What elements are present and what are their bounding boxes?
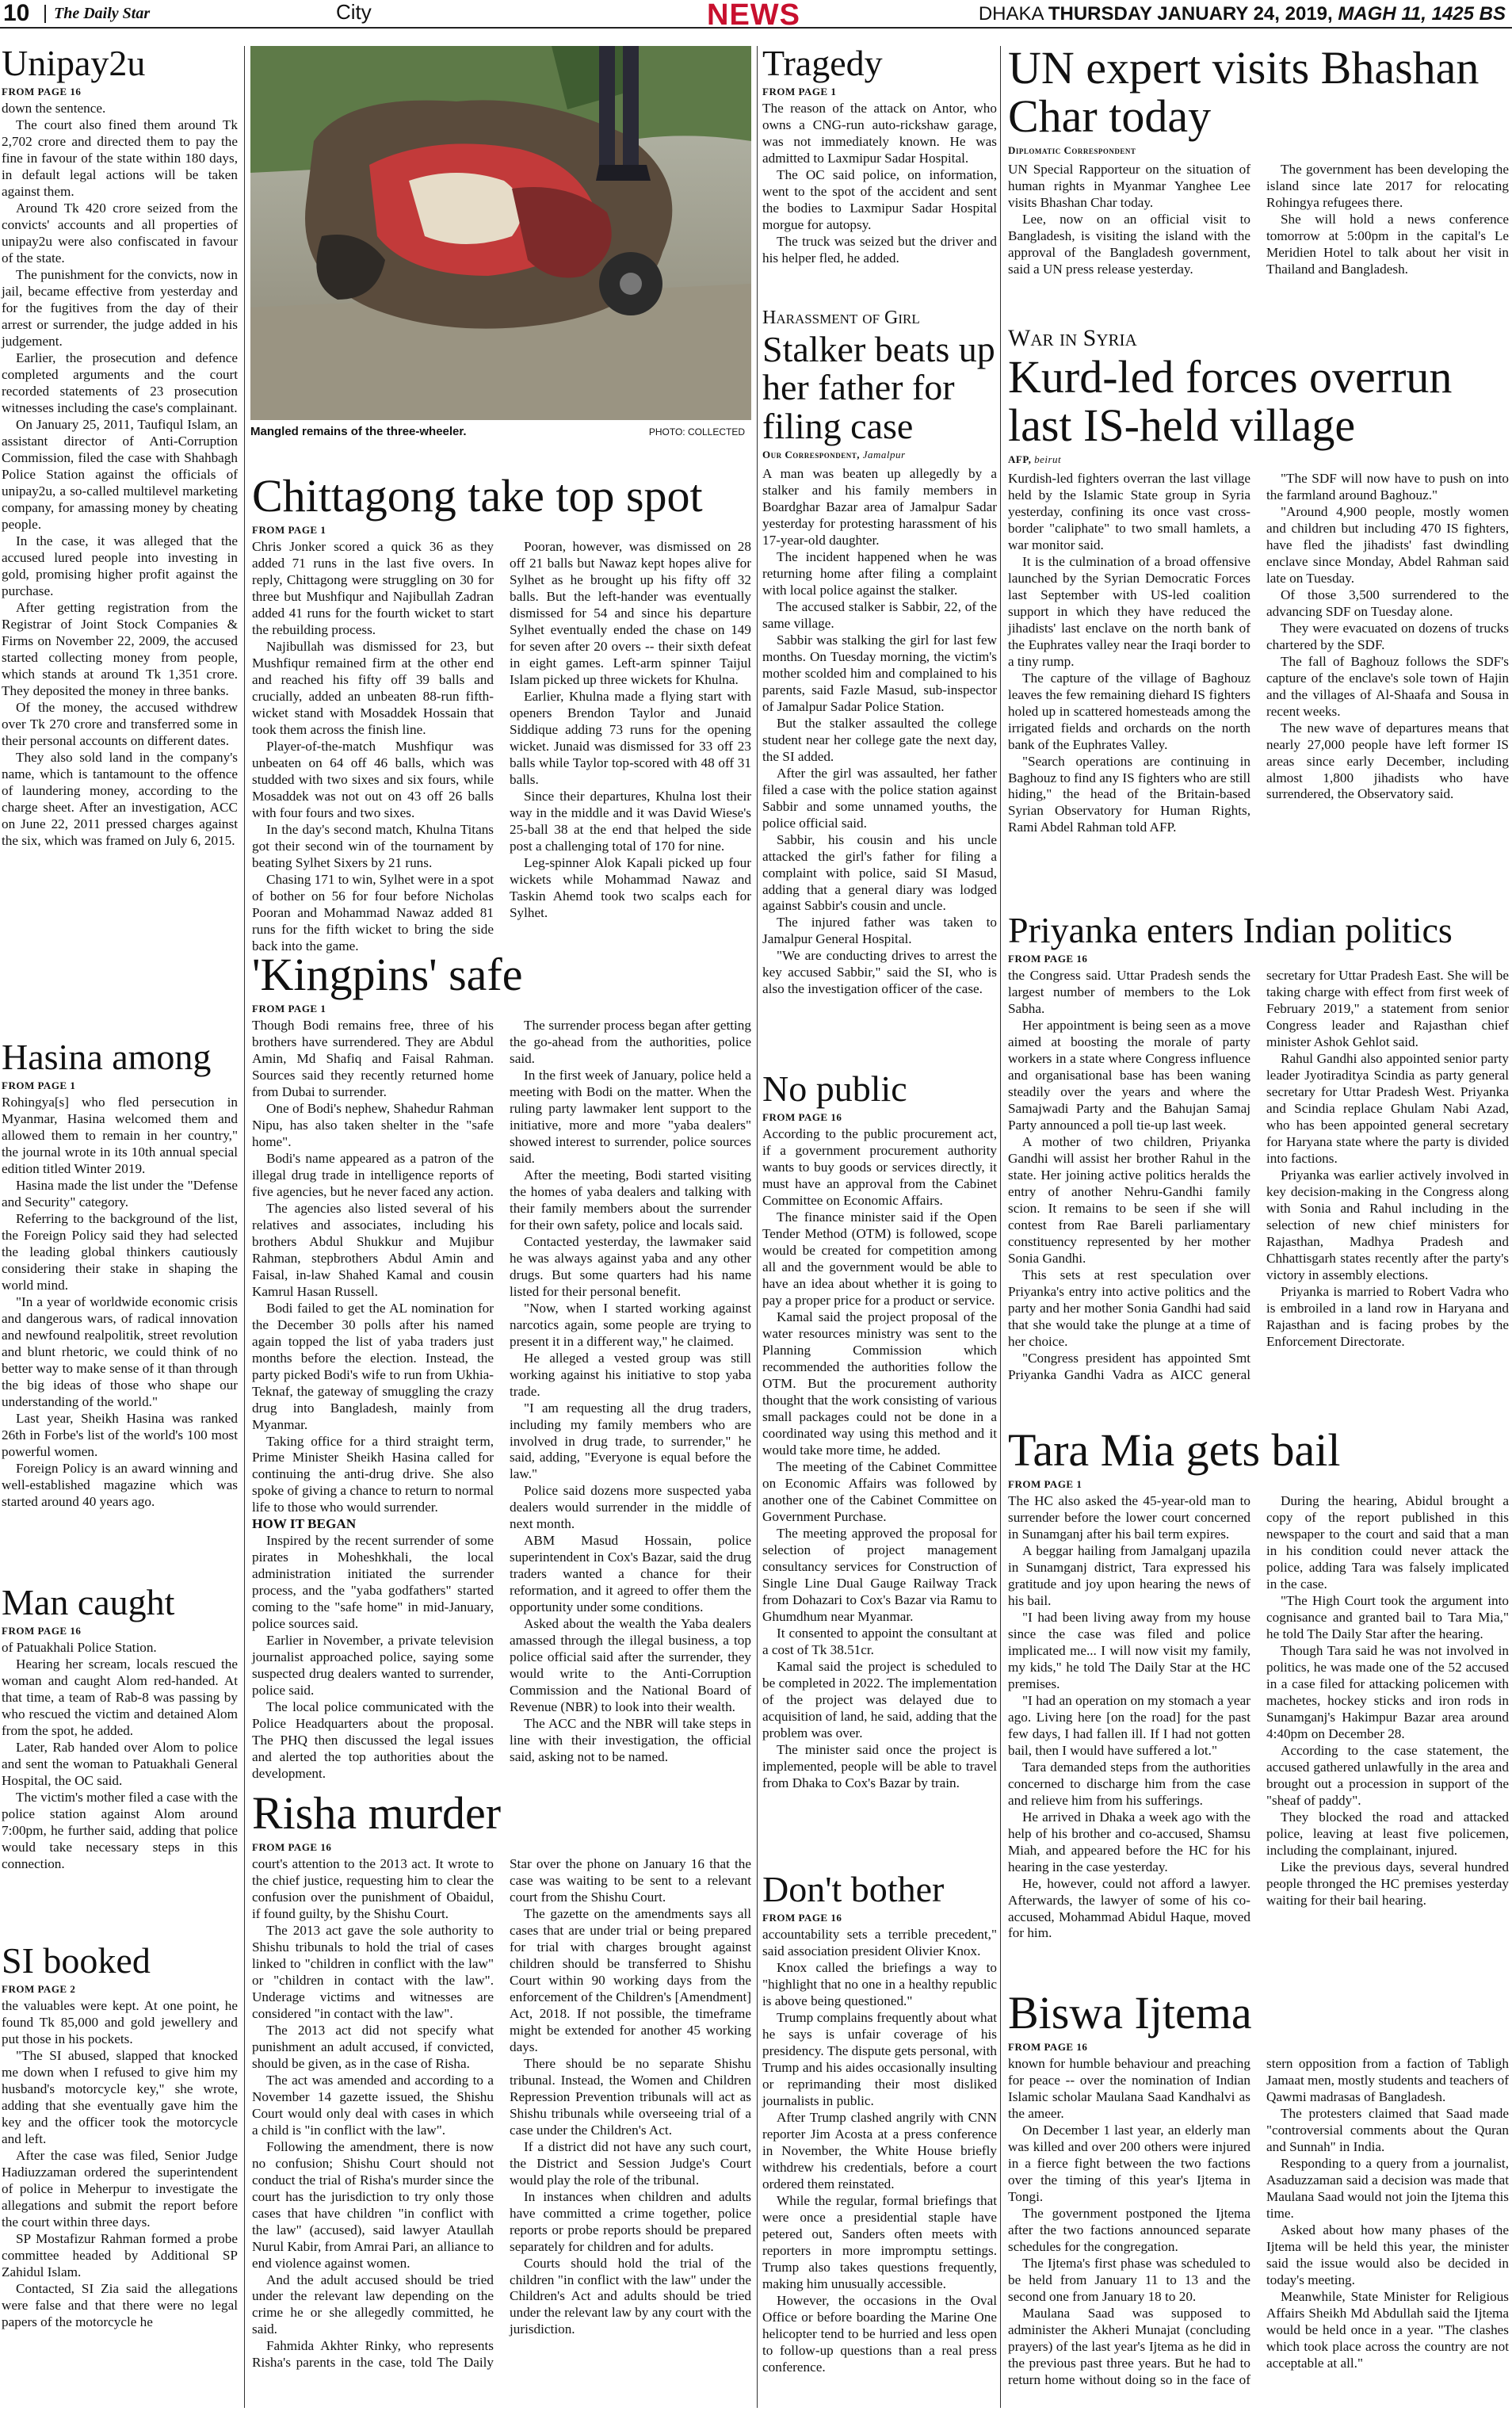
headline: Man caught: [2, 1582, 175, 1622]
article-unipay: [2, 44, 238, 850]
paragraph: In the first week of January, police held a meeting with Bodi on the matter. When the ruling party lawmaker lent support to the initiative, more and more "yaba dealers" showed interest to surrender, police sources said.: [510, 1067, 751, 1166]
paragraph: A man was beaten up allegedly by a stalker and his family members in Boardghar Bazar area of Jamalpur Sadar yesterday for protesting harassment of his 17-year-old daughter.: [762, 465, 997, 548]
paragraph: He arrived in Dhaka a week ago with the help of his brother and co-accused, Shamsu Miah, and appeared before the HC for his hearing in the case yesterday.: [1008, 1809, 1250, 1874]
paragraph: of Patuakhali Police Station.: [2, 1640, 157, 1656]
paragraph: Later, Rab handed over Alom to police and sent the woman to Patuakhali General Hospital, the OC said.: [2, 1740, 238, 1789]
article-body: [2, 1095, 238, 1511]
photo-caption: [250, 423, 751, 441]
article-priyanka: [1008, 911, 1509, 1384]
dateline: DHAKA THURSDAY JANUARY 24, 2019, MAGH 11, 1425 BS: [978, 3, 1506, 25]
headline: Tragedy: [762, 43, 883, 83]
paragraph: The new wave of departures means that nearly 27,000 people have left former IS areas since early December, including almost 1,800 jihadists who have surrendered, the Observatory said.: [1266, 720, 1509, 802]
paragraph: Knox called the briefings a way to "highlight that no one in a healthy republic is above being questioned.": [762, 1960, 997, 2009]
paragraph: After getting registration from the Registrar of Joint Stock Companies & Firms on November 22, 2009, the accused started collecting money from people, which stands at around Tk 1,351 crore. They deposited the money in three banks.: [2, 599, 238, 698]
paragraph: The capture of the village of Baghouz leaves the few remaining diehard IS fighters holed up in scattered homesteads among the irrigated fields and orchards on the north bank of the Euphrates Valley.: [1008, 670, 1250, 752]
jump-line: FROM PAGE 1: [1008, 1477, 1082, 1490]
paragraph: If a district did not have any such court, the District and Session Judge's Court would play the role of the tribunal.: [510, 2138, 751, 2188]
paragraph: Priyanka was earlier actively involved in key decision-making in the Congress along with Sonia and Rahul including in the selection of new chief ministers for Rajasthan, Madhya Pradesh and Chhattisgarh states recently after the party's victory in assembly elections.: [1266, 1167, 1509, 1283]
paragraph: The victim's mother filed a case with the police station against Alom around 7:00pm, he further said, adding that police would take necessary steps in this connection.: [2, 1790, 238, 1872]
paragraph: Chris Jonker scored a quick 36 as they added 71 runs in the last five overs. In reply, Chittagong were struggling on 30 for three but Mushfiqur and Najibullah Zadran added 41 runs for the fourth wicket to start the rebuilding process.: [252, 538, 494, 637]
paragraph: Though Tara said he was not involved in politics, he was made one of the 52 accused in a case filed for attacking policemen with machetes, hockey sticks and iron rods in Sunamganj's Hakimpur Bazar area around 4:40pm on December 28.: [1266, 1642, 1509, 1741]
article-hasina: [2, 1038, 238, 1511]
paragraph: Najibullah was dismissed for 23, but Mushfiqur remained firm at the other end and reached his fifty off 39 balls and crucially, added an unbeaten 88-run fifth-wicket stand with Mosaddek Hossain that took them across the finish line.: [252, 638, 494, 737]
article-body: [2, 1998, 238, 2331]
paragraph: The accused stalker is Sabbir, 22, of the same village.: [762, 598, 997, 631]
paragraph: "The High Court took the argument into cognisance and granted bail to Tara Mia," he told The Daily Star after the hearing.: [1266, 1592, 1509, 1641]
paragraph: UN Special Rapporteur on the situation of human rights in Myanmar Yanghee Lee visits Bhashan Char today.: [1008, 161, 1250, 210]
paragraph: Pooran, however, was dismissed on 28 off 21 balls but Nawaz kept hopes alive for Sylhet as he brought up his fifty off 32 balls. But the left-hander was eventually dismissed for 54 and since his departure Sylhet eventually ended the chase on 149 for seven after 20 overs -- their sixth defeat in eight games. Left-arm spinner Taijul Islam picked up three wickets for Khulna.: [510, 538, 751, 687]
paragraph: accountability sets a terrible precedent," said association president Olivier Knox.: [762, 1927, 997, 1959]
paragraph: However, the occasions in the Oval Office or before boarding the Marine One helicopter tend to be hurried and less open to follow-up questions than a real press conference.: [762, 2292, 997, 2375]
paragraph: The government has been developing the island since late 2017 for relocating Rohingya refugees there.: [1266, 161, 1509, 210]
paragraph: Since their departures, Khulna lost their way in the middle and it was David Wiese's 25-ball 38 at the end that helped the side post a challenging total of 170 for nine.: [510, 788, 751, 854]
paragraph: Trump complains frequently about what he says is unfair coverage of his presidency. The dispute gets personal, with Trump and his aides occasionally insulting or reprimanding their most disliked journalists in public.: [762, 2010, 997, 2109]
caption-text: Mangled remains of the three-wheeler.: [250, 425, 467, 438]
paragraph: This sets at rest speculation over Priyanka's entry into active politics and the party and her mother Sonia Gandhi had said that she would take the plunge at a time of her choice.: [1008, 1267, 1250, 1349]
paragraph: He, however, could not afford a lawyer. Afterwards, the lawyer of some of his co-accused, Mohammad Abidul Haque, moved for him.: [1008, 1875, 1250, 1941]
headline: 'Kingpins' safe: [252, 949, 523, 1000]
paragraph: Leg-spinner Alok Kapali picked up four wickets while Mohammad Nawaz and Taskin Ahemd took two scalps each for Sylhet.: [510, 854, 751, 920]
headline: Biswa Ijtema: [1008, 1987, 1252, 2039]
paragraph: Foreign Policy is an award winning and well-established magazine which was started around 40 years ago.: [2, 1460, 238, 1509]
paragraph: The meeting of the Cabinet Committee on Economic Affairs was followed by another one of the Cabinet Committee on Government Purchase.: [762, 1458, 997, 1524]
paragraph: According to the case statement, the accused gathered unlawfully in the area and brought out a procession in support of the "sheaf of paddy".: [1266, 1742, 1509, 1808]
paragraph: "Around 4,900 people, mostly women and children but including 470 IS fighters, have fled the jihadists' fast dwindling enclave since Monday, Abdel Rahman said late on Tuesday.: [1266, 503, 1509, 586]
paragraph: The ACC and the NBR will take steps in line with their investigation, the official said, asking not to be named.: [510, 1716, 751, 1765]
paragraph: Around Tk 420 crore seized from the convicts' accounts and all properties of unipay2u were also confiscated in favour of the state.: [2, 201, 238, 266]
article-body: [252, 539, 751, 955]
byline: AFP, beirut: [1008, 453, 1062, 465]
paragraph: They also sold land in the company's name, which is tantamount to the offence of laundering money, according to the charge sheet. After an investigation, ACC on June 22, 2011 pressed charges against the six, which was framed on July 6, 2015.: [2, 749, 238, 848]
article-body: [1008, 968, 1509, 1384]
headline: No public: [762, 1068, 907, 1109]
paragraph: "I am requesting all the drug traders, including my family members who are involved in drug trade, to surrender," he said, adding, "Everyone is equal before the law.": [510, 1400, 751, 1482]
paragraph: Sabbir, his cousin and his uncle attacked the girl's father for filing a complaint with police, said SI Masud, adding that a general diary was lodged against Sabbir's cousin and uncle.: [762, 831, 997, 914]
paragraph: Last year, Sheikh Hasina was ranked 26th in Forbe's list of the world's 100 most powerful women.: [2, 1411, 238, 1459]
article-chittagong: [252, 472, 751, 955]
paragraph: The court also fined them around Tk 2,702 crore and directed them to pay the fine in favour of the state within 180 days, in default legal actions will be taken against them.: [2, 117, 238, 200]
jump-line: FROM PAGE 16: [1008, 2040, 1088, 2053]
paragraph: They were evacuated on dozens of trucks chartered by the SDF.: [1266, 620, 1509, 652]
paragraph: Player-of-the-match Mushfiqur was unbeaten on 64 off 46 balls, which was studded with two sixes and six fours, while Mosaddek was not out on 43 off 26 balls with four fours and two sixes.: [252, 738, 494, 820]
jump-line: FROM PAGE 16: [2, 86, 82, 98]
paragraph: Following the amendment, there is now no confusion; Shishu Court should not conduct the trial of Risha's murder since the court has the jurisdiction to try only those cases that have children "in conflict with the law" (accused), said lawyer Ataullah Nurul Kabir, from Amrai Pari, an alliance to end violence against women.: [252, 2138, 494, 2271]
paragraph: "The SDF will now have to push on into the farmland around Baghouz.": [1266, 470, 1509, 502]
paragraph: the valuables were kept. At one point, he found Tk 85,000 and gold jewellery and put those in his pockets.: [2, 1998, 238, 2047]
paragraph: "I had been living away from my house since the case was filed and police implicated me... I will now visit my family, my kids," he told The Daily Star at the HC premises.: [1008, 1609, 1250, 1691]
article-body: [2, 1640, 238, 1873]
article-body: [1008, 162, 1509, 278]
article-body: [1008, 471, 1509, 837]
headline: Hasina among: [2, 1037, 212, 1077]
jump-line: FROM PAGE 16: [1008, 953, 1088, 965]
headline: Chittagong take top spot: [252, 470, 703, 522]
paragraph: Meanwhile, State Minister for Religious Affairs Sheikh Md Abdullah said the Ijtema would be held once in a year. "The clashes which took place across the country are not acceptable at all.": [1266, 2288, 1509, 2371]
jump-line: FROM PAGE 16: [762, 1912, 842, 1924]
paragraph: "Congress president has appointed Smt Priyanka Gandhi Vadra as AICC general secretary for Uttar Pradesh East. She will be taking charge with effect from first week of February 2019," a statement from senior Congress leader and Rajasthan chief minister Ashok Gehlot said.: [1008, 968, 1509, 1382]
kicker: Harassment of Girl: [762, 308, 920, 328]
headline: Priyanka enters Indian politics: [1008, 910, 1453, 950]
paragraph: A beggar hailing from Jamalganj upazila in Sunamganj district, Tara expressed his gratitude and joy upon hearing the news of his bail.: [1008, 1542, 1250, 1608]
paragraph: The act was amended and according to a November 14 gazette issued, the Shishu Court would only deal with cases in which a child is "in conflict with the law".: [252, 2072, 494, 2138]
photo-credit: PHOTO: COLLECTED: [648, 426, 745, 438]
paragraph: While the regular, formal briefings that were once a presidential staple have petered out, Sanders often meets with reporters in more impromptu settings. Trump also takes questions frequently, making him unusually accessible.: [762, 2193, 997, 2291]
byline: Diplomatic Correspondent: [1008, 143, 1136, 156]
paragraph: Hearing her scream, locals rescued the woman and caught Alom red-handed. At that time, a team of Rab-8 was passing by who rescued the victim and detained Alom from the spot, he added.: [2, 1656, 238, 1739]
article-body: [762, 466, 997, 999]
paragraph: It consented to appoint the consultant at a cost of Tk 38.51cr.: [762, 1625, 997, 1657]
paragraph: The incident happened when he was returning home after filing a complaint with local police against the stalker.: [762, 548, 997, 598]
paragraph: The finance minister said if the Open Tender Method (OTM) is followed, scope would be created for competition among all and the government would be able to have an idea about whether it is going to pay a proper price for a product or service.: [762, 1209, 997, 1309]
paragraph: The reason of the attack on Antor, who owns a CNG-run auto-rickshaw garage, was not immediately known. He was admitted to Laxmipur Sadar Hospital.: [762, 101, 997, 166]
paragraph: After the meeting, Bodi started visiting the homes of yaba dealers and talking with their family members about the surrender for their own safety, police and locals said.: [510, 1167, 751, 1232]
paragraph: Taking office for a third straight term, Prime Minister Sheikh Hasina called for continuing the anti-drug drive. She also spoke of giving a chance to return to normal life to those who would surrender.: [252, 1433, 494, 1515]
paragraph: Hasina made the list under the "Defense and Security" category.: [2, 1178, 238, 1210]
paragraph: Lee, now on an official visit to Bangladesh, is visiting the island with the approval of the Bangladesh government, said a UN press release yesterday.: [1008, 211, 1250, 277]
jump-line: FROM PAGE 1: [252, 1002, 326, 1015]
article-body: [1008, 2056, 1509, 2389]
masthead: The Daily Star: [44, 5, 150, 23]
paragraph: Earlier, Khulna made a flying start with openers Brendon Taylor and Junaid Siddique adding 73 runs for the opening wicket. Junaid was dismissed for 33 off 23 balls while Taylor top-scored with 48 off 31 balls.: [510, 688, 751, 787]
paragraph: Priyanka is married to Robert Vadra who is embroiled in a land row in Haryana and Rajasthan and is facing probes by the Enforcement Directorate.: [1266, 1284, 1509, 1349]
paragraph: Contacted yesterday, the lawmaker said he was always against yaba and any other drugs. But some quarters had his name listed for their personal benefit.: [510, 1233, 751, 1299]
article-no-public: [762, 1070, 997, 1792]
paragraph: "In a year of worldwide economic crisis and dangerous wars, of radical innovation and newfound realpolitik, street revolution and blunt rhetoric, we could think of no better way to make sense of it than through the big ideas of those who shape our understanding of the world.": [2, 1294, 238, 1410]
article-si-booked: [2, 1942, 238, 2331]
paragraph: In instances when children and adults have committed a crime together, police reports or probe reports should be prepared separately for children and for adults.: [510, 2188, 751, 2254]
article-body: [762, 101, 997, 267]
article-body: [762, 1126, 997, 1791]
jump-line: FROM PAGE 1: [2, 1079, 76, 1092]
jump-line: FROM PAGE 16: [762, 1111, 842, 1124]
paragraph: Tara demanded steps from the authorities concerned to discharge him from the case and relieve him from his sufferings.: [1008, 1759, 1250, 1808]
article-body: [2, 101, 238, 849]
jump-line: FROM PAGE 16: [2, 1625, 82, 1637]
paragraph: Courts should hold the trial of the children "in conflict with the law" under the Children's Act and adults should be tried under the relevant law by any court with the jurisdiction.: [510, 2255, 751, 2337]
headline: Tara Mia gets bail: [1008, 1424, 1341, 1476]
paragraph: The 2013 act gave the sole authority to Shishu tribunals to hold the trial of cases linked to "children in conflict with the law" or "children in contact with the law". Underage victims and witnesses are considered "in contact with the law".: [252, 1922, 494, 2021]
paragraph: She will hold a news conference tomorrow at 5:00pm in the capital's Le Meridien Hotel to talk about her visit in Thailand and Bangladesh.: [1266, 211, 1509, 277]
paragraph: During the hearing, Abidul brought a copy of the report published in this newspaper to the court and said that a man in his condition could never attack the police, adding Tara was falsely implicated in the case.: [1266, 1492, 1509, 1592]
headline: Risha murder: [252, 1787, 502, 1839]
headline: Don't bother: [762, 1869, 945, 1909]
paragraph: the Congress said. Uttar Pradesh sends the largest number of members to the Lok Sabha.: [1008, 968, 1250, 1017]
kicker: War in Syria: [1008, 325, 1137, 351]
paragraph: Sabbir was stalking the girl for last few months. On Tuesday morning, the victim's mother scolded him and complained to his parents, said Fazle Masud, sub-inspector of Jamalpur Sadar Police Station.: [762, 632, 997, 714]
paragraph: The local police communicated with the Police Headquarters about the proposal. The PHQ then discussed the legal issues and alerted the top authorities about the development.: [252, 1699, 494, 1782]
section-label: City: [336, 0, 372, 24]
headline: Unipay2u: [2, 43, 146, 83]
paragraph: "I had an operation on my stomach a year ago. Living here [on the road] for the past few days, I had fallen ill. If I had not gotten bail, then I would have suffered a lot.": [1008, 1692, 1250, 1758]
article-kingpins: [252, 951, 751, 1783]
article-body: [252, 1856, 751, 2372]
paragraph: The Ijtema's first phase was scheduled to be held from January 11 to 13 and the second one from January 18 to 20.: [1008, 2255, 1250, 2304]
paragraph: Though Bodi remains free, three of his brothers have surrendered. They are Abdul Amin, Md Shafiq and Faisal Rahman. Sources said they recently returned home from Dubai to surrender.: [252, 1017, 494, 1099]
paragraph: Fahmida Akhter Rinky, who represents Risha's parents in the case, told The Daily Star over the phone on January 16 that the case was waiting to be sent to a relevant court from the Shishu Court.: [252, 1855, 751, 2371]
article-body: [1008, 1493, 1509, 1943]
paragraph: Earlier in November, a private television journalist approached police, saying some suspected drug dealers wanted to surrender, police said.: [252, 1633, 494, 1699]
article-biswa-ijtema: [1008, 1989, 1509, 2389]
paragraph: On January 25, 2011, Taufiqul Islam, an assistant director of Anti-Corruption Commission, filed the case with Shahbagh Police Station against the officials of unipay2u, a so-called multilevel marketing company, for amassing money by cheating people.: [2, 417, 238, 532]
paragraph: The fall of Baghouz follows the SDF's capture of the enclave's sole town of Hajin and the villages of Al-Shaafa and Sousa in recent weeks.: [1266, 653, 1509, 719]
jump-line: FROM PAGE 2: [2, 1983, 76, 1996]
paragraph: In the day's second match, Khulna Titans got their second win of the tournament by beating Sylhet Sixers by 21 runs.: [252, 821, 494, 870]
paragraph: One of Bodi's nephew, Shahedur Rahman Nipu, has also taken shelter in the "safe home".: [252, 1100, 494, 1149]
page-header: [0, 0, 1512, 32]
paragraph: The minister said once the project is implemented, people will be able to travel from Dhaka to Cox's Bazar by train.: [762, 1741, 997, 1790]
byline: Our Correspondent, Jamalpur: [762, 448, 906, 460]
accident-photo: [250, 46, 751, 420]
paragraph: It is the culmination of a broad offensive launched by the Syrian Democratic Forces last September with US-led coalition support in which they have reduced the jihadists' last enclave on the north bank of the Euphrates valley near the Iraqi border to a tiny rump.: [1008, 553, 1250, 669]
paragraph: "The SI abused, slapped that knocked me down when I refused to give him my husband's motorcycle key," she wrote, adding that she eventually gave him the key and the officer took the motorcycle and left.: [2, 2048, 238, 2147]
paragraph: Kamal said the project is scheduled to be completed in 2022. The implementation of the project was delayed due to acquisition of land, he said, adding that the problem was over.: [762, 1658, 997, 1741]
paragraph: Inspired by the recent surrender of some pirates in Moheshkhali, the local administration initiated the surrender process, and the "yaba godfathers" started coming to the "safe home" in mid-January, police sources said.: [252, 1533, 494, 1632]
paragraph: "Search operations are continuing in Baghouz to find any IS fighters who are still hiding," the head of the Britain-based Syrian Observatory for Human Rights, Rami Abdel Rahman told AFP.: [1008, 753, 1250, 835]
headline: Stalker beats up her father for filing case: [762, 329, 995, 446]
paragraph: The punishment for the convicts, now in jail, became effective from yesterday and for the fugitives from the day of their arrest or surrender, the judge added in his judgement.: [2, 267, 238, 350]
paragraph: down the sentence.: [2, 101, 106, 117]
paragraph: Asked about how many phases of the Ijtema will be held this year, the minister said the issue would also be decided in today's meeting.: [1266, 2222, 1509, 2287]
paragraph: Her appointment is being seen as a move aimed at boosting the morale of party workers in a state where Congress influence and organisational base has been waning steadily over the years and where the Samajwadi Party and the Bahujan Samaj Party announced a poll tie-up last week.: [1008, 1018, 1250, 1133]
paragraph: Maulana Saad was supposed to administer the Akheri Munajat (concluding prayers) of the last year's Ijtema as he did in the previous past three years. But he had to return home without doing so in the face of stern opposition from a faction of Tabligh Jamaat men, mostly students and teachers of Qawmi madrasas of Bangladesh.: [1008, 2055, 1509, 2387]
paragraph: court's attention to the 2013 act. It wrote to the chief justice, requesting him to clear the confusion over the punishment of Obaidul, if found guilty, by the Shishu Court.: [252, 1855, 494, 1921]
paragraph: Bodi's name appeared as a patron of the illegal drug trade in intelligence reports of five agencies, but he never faced any action.: [252, 1150, 494, 1199]
article-body: [762, 1927, 997, 2376]
paragraph: After the girl was assaulted, her father filed a case with the police station against Sabbir and some unnamed youths, the police official said.: [762, 765, 997, 831]
article-tragedy: [762, 44, 997, 267]
headline: Kurd-led forces overrun last IS-held village: [1008, 351, 1453, 451]
paragraph: Of the money, the accused withdrew over Tk 270 crore and transferred some in their personal accounts on different dates.: [2, 699, 238, 748]
paragraph: Chasing 171 to win, Sylhet were in a spot of bother on 56 for four before Nicholas Pooran and Mohammad Nawaz added 81 runs for the fifth wicket to bring the side back into the game.: [252, 871, 494, 953]
paragraph: And the adult accused should be tried under the relevant law depending on the crime he or she allegedly committed, he said.: [252, 2272, 494, 2337]
paragraph: According to the public procurement act, if a government procurement authority wants to buy goods or services directly, it must have an approval from the Cabinet Committee on Economic Affairs.: [762, 1126, 997, 1209]
paragraph: A mother of two children, Priyanka Gandhi will assist her brother Rahul in the state. Her joining active politics heralds the entry of another Nehru-Gandhi family scion. It remains to be seen if she will contest from Rae Bareli parliamentary constituency represented by her mother Sonia Gandhi.: [1008, 1134, 1250, 1267]
article-tara-mia: [1008, 1424, 1509, 1942]
paragraph: Asked about the wealth the Yaba dealers amassed through the illegal business, a top police official said after the surrender, they would write to the Anti-Corruption Commission and the National Board of Revenue (NBR) to look into their wealth.: [510, 1616, 751, 1715]
paragraph: Kamal said the project proposal of the water resources ministry was sent to the Planning Commission which recommended the authorities follow the OTM. But the procurement authority thought that the work consisting of various small packages could not be done in a coordinated way using this method and it would take more time, he added.: [762, 1309, 997, 1458]
headline: UN expert visits Bhashan Char today: [1008, 42, 1480, 142]
paragraph: Referring to the background of the list, the Foreign Policy said they had selected the leading global thinkers cautiously considering their stake in shaping the world mind.: [2, 1211, 238, 1293]
paragraph: The surrender process began after getting the go-ahead from the authorities, police said.: [510, 1017, 751, 1066]
paragraph: Contacted, SI Zia said the allegations were false and that there were no legal papers of the motorcycle he: [2, 2281, 238, 2329]
paragraph: The protesters claimed that Saad made "controversial comments about the Quran and Sunnah" in India.: [1266, 2105, 1509, 2154]
paragraph: The OC said police, on information, went to the spot of the accident and sent the bodies to Laxmipur Sadar Hospital morgue for autopsy.: [762, 167, 997, 233]
article-un-expert: [1008, 44, 1509, 278]
paragraph: Kurdish-led fighters overran the last village held by the Islamic State group in Syria yesterday, confining its once vast cross-border "caliphate" to two small hamlets, a war monitor said.: [1008, 470, 1250, 552]
article-body: [252, 1018, 751, 1783]
paragraph: In the case, it was alleged that the accused lured people into investing in gold, promising higher profit against the purchase.: [2, 533, 238, 598]
paragraph: The 2013 act did not specify what punishment an adult accused, if convicted, should be given, as in the case of Risha.: [252, 2022, 494, 2071]
article-kurd: [1008, 325, 1509, 836]
paragraph: "Now, when I started working against narcotics again, some people are trying to present it in a different way," he claimed.: [510, 1300, 751, 1349]
paragraph: "We are conducting drives to arrest the key accused Sabbir," said the SI, who is also the investigation officer of the case.: [762, 948, 997, 997]
paragraph: He alleged a vested group was still working against his initiative to stop yaba trade.: [510, 1350, 751, 1399]
paragraph: The meeting approved the proposal for selection of project management consultancy services for Construction of Single Line Dual Gauge Railway Track from Dohazari to Cox's Bazar via Ramu to Ghumdhum near Myanmar.: [762, 1525, 997, 1624]
article-risha: [252, 1787, 751, 2371]
paragraph: The HC also asked the 45-year-old man to surrender before the lower court concerned in Sunamganj after his bail term expires.: [1008, 1492, 1250, 1542]
paragraph: The agencies also listed several of his relatives and associates, including his brothers Abdul Shukkur and Mujibur Rahman, stepbrothers Abdul Amin and Faisal, in-law Shahed Kamal and cousin Kamrul Hasan Russell.: [252, 1200, 494, 1299]
jump-line: FROM PAGE 1: [252, 523, 326, 536]
paragraph: Bodi failed to get the AL nomination for the December 30 polls after his named again topped the list of yaba traders just months before the election. Instead, the party picked Bodi's wife to run from Ukhia-Teknaf, the gateway of smuggling the crazy drug into Bangladesh, mainly from Myanmar.: [252, 1300, 494, 1432]
paragraph: Police said dozens more suspected yaba dealers would surrender in the middle of next month.: [510, 1483, 751, 1532]
page-number: 10: [3, 0, 30, 26]
paragraph: The gazette on the amendments says all cases that are under trial or being prepared for trial with charges brought against children should be transferred to Shishu Court within 90 working days from the enforcement of the Children's [Amendment] Act, 2018. If not possible, the timeframe might be extended for another 45 working days.: [510, 1905, 751, 2054]
paragraph: Earlier, the prosecution and defence completed arguments and the court recorded statements of 23 prosecution witnesses including the case's complainant.: [2, 350, 238, 416]
paragraph: The government postponed the Ijtema after the two factions announced separate schedules for the congregation.: [1008, 2205, 1250, 2254]
jump-line: FROM PAGE 16: [252, 1840, 332, 1853]
news-label: NEWS: [707, 0, 800, 32]
paragraph: Of those 3,500 surrendered to the advancing SDF on Tuesday alone.: [1266, 587, 1509, 619]
paragraph: After the case was filed, Senior Judge Hadiuzzaman ordered the superintendent of police in Meherpur to investigate the allegations and submit the report before the court within three days.: [2, 2148, 238, 2230]
paragraph: After Trump clashed angrily with CNN reporter Jim Acosta at a press conference in November, the White House briefly withdrew his credentials, before a court ordered them reinstated.: [762, 2110, 997, 2192]
paragraph: There should be no separate Shishu tribunal. Instead, the Women and Children Repression Prevention tribunals will act as Shishu tribunals while overseeing trial of a case under the Children's Act.: [510, 2055, 751, 2138]
paragraph: ABM Masud Hossain, police superintendent in Cox's Bazar, said the drug traders wanted a chance for their reformation, and it agreed to offer them the opportunity under some conditions.: [510, 1533, 751, 1615]
paragraph: On December 1 last year, an elderly man was killed and over 200 others were injured in a fierce fight between the two factions over the timing of this year's Ijtema in Tongi.: [1008, 2122, 1250, 2204]
jump-line: FROM PAGE 1: [762, 86, 837, 98]
paragraph: SP Mostafizur Rahman formed a probe committee headed by Additional SP Zahidul Islam.: [2, 2231, 238, 2280]
article-dont-bother: [762, 1870, 997, 2376]
paragraph: The injured father was taken to Jamalpur General Hospital.: [762, 915, 997, 947]
paragraph: They blocked the road and attacked police, leaving at least five policemen, including the complainant, injured.: [1266, 1809, 1509, 1858]
headline: SI booked: [2, 1940, 151, 1981]
article-stalker: [762, 308, 997, 998]
paragraph: HOW IT BEGAN: [252, 1516, 357, 1532]
paragraph: Rohingya[s] who fled persecution in Myanmar, Hasina welcomed them and allowed them to remain in her country," the journal wrote in its 10th annual special edition titled Winter 2019.: [2, 1095, 238, 1177]
paragraph: Responding to a query from a journalist, Asaduzzaman said a decision was made that Maulana Saad would not join the Ijtema this time.: [1266, 2155, 1509, 2221]
paragraph: But the stalker assaulted the college student near her college gate the next day, the SI added.: [762, 715, 997, 764]
paragraph: Like the previous days, several hundred people thronged the HC premises yesterday waiting for their bail hearing.: [1266, 1859, 1509, 1908]
paragraph: known for humble behaviour and preaching for peace -- over the nomination of Indian Islamic scholar Maulana Saad Kandhalvi as the ameer.: [1008, 2055, 1250, 2121]
article-man-caught: [2, 1584, 238, 1873]
paragraph: Rahul Gandhi also appointed senior party leader Jyotiraditya Scindia as party general secretary for Uttar Pradesh West. Priyanka and Scindia replace Ghulam Nabi Azad, who has been appointed general secretary for Haryana state where the party is divided into factions.: [1266, 1051, 1509, 1167]
paragraph: The truck was seized but the driver and his helper fled, he added.: [762, 234, 997, 266]
